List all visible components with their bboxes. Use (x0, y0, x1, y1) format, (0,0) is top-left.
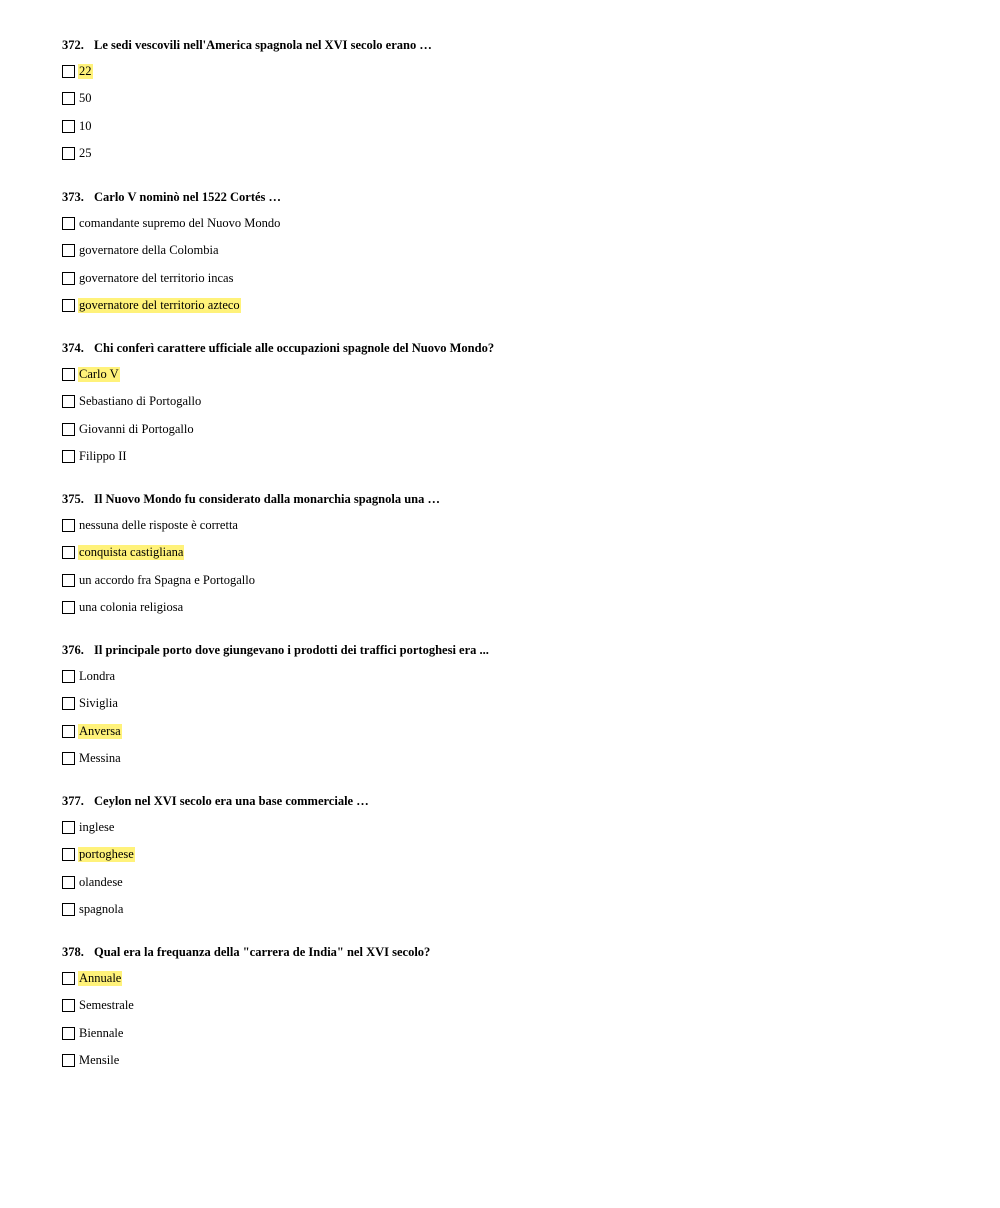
checkbox[interactable] (62, 217, 75, 230)
question-number: 374. (62, 341, 84, 355)
answer-option[interactable] (62, 819, 962, 835)
checkbox[interactable] (62, 147, 75, 160)
question-376 (62, 642, 962, 767)
answer-text-correct: conquista castigliana (79, 545, 184, 560)
answer-text: governatore della Colombia (79, 243, 219, 258)
answer-text: spagnola (79, 902, 124, 917)
question-title (62, 642, 962, 658)
answer-option[interactable] (62, 517, 962, 533)
question-375 (62, 491, 962, 616)
answer-option[interactable] (62, 998, 962, 1014)
question-374 (62, 340, 962, 465)
checkbox[interactable] (62, 821, 75, 834)
answer-text: Biennale (79, 1025, 124, 1040)
question-title (62, 944, 962, 960)
checkbox[interactable] (62, 368, 75, 381)
question-372 (62, 37, 962, 162)
answer-option[interactable] (62, 91, 962, 107)
checkbox[interactable] (62, 725, 75, 738)
answer-text: 10 (79, 118, 92, 133)
question-number: 377. (62, 794, 84, 808)
question-title (62, 793, 962, 809)
answer-text: 50 (79, 91, 92, 106)
answer-option[interactable] (62, 545, 962, 561)
question-text: Il principale porto dove giungevano i prodotti dei traffici portoghesi era ... (94, 643, 489, 657)
answer-text-correct: Annuale (79, 970, 122, 985)
question-text: Il Nuovo Mondo fu considerato dalla monarchia spagnola una … (94, 492, 441, 506)
answer-list (62, 517, 962, 616)
checkbox[interactable] (62, 299, 75, 312)
checkbox[interactable] (62, 697, 75, 710)
answer-text-correct: Carlo V (79, 366, 119, 381)
answer-list (62, 215, 962, 314)
answer-text: nessuna delle risposte è corretta (79, 517, 238, 532)
answer-option[interactable] (62, 970, 962, 986)
checkbox[interactable] (62, 450, 75, 463)
answer-option[interactable] (62, 723, 962, 739)
answer-list (62, 819, 962, 918)
answer-text: comandante supremo del Nuovo Mondo (79, 215, 281, 230)
answer-text: Siviglia (79, 696, 118, 711)
answer-option[interactable] (62, 847, 962, 863)
answer-text: Mensile (79, 1053, 120, 1068)
checkbox[interactable] (62, 272, 75, 285)
checkbox[interactable] (62, 1054, 75, 1067)
answer-option[interactable] (62, 1053, 962, 1069)
answer-text-correct: Anversa (79, 723, 121, 738)
answer-text: una colonia religiosa (79, 600, 184, 615)
checkbox[interactable] (62, 546, 75, 559)
checkbox[interactable] (62, 519, 75, 532)
checkbox[interactable] (62, 972, 75, 985)
question-title (62, 189, 962, 205)
checkbox[interactable] (62, 423, 75, 436)
answer-option[interactable] (62, 572, 962, 588)
answer-option[interactable] (62, 394, 962, 410)
checkbox[interactable] (62, 601, 75, 614)
answer-text-correct: portoghese (79, 847, 134, 862)
checkbox[interactable] (62, 999, 75, 1012)
checkbox[interactable] (62, 395, 75, 408)
answer-text-correct: governatore del territorio azteco (79, 298, 240, 313)
answer-list (62, 366, 962, 465)
answer-text: Semestrale (79, 998, 134, 1013)
question-number: 376. (62, 643, 84, 657)
checkbox[interactable] (62, 65, 75, 78)
checkbox[interactable] (62, 1027, 75, 1040)
answer-option[interactable] (62, 751, 962, 767)
answer-text: Giovanni di Portogallo (79, 421, 194, 436)
checkbox[interactable] (62, 670, 75, 683)
question-title (62, 491, 962, 507)
checkbox[interactable] (62, 574, 75, 587)
question-377 (62, 793, 962, 918)
question-number: 372. (62, 38, 84, 52)
answer-option[interactable] (62, 243, 962, 259)
answer-option[interactable] (62, 366, 962, 382)
question-373 (62, 189, 962, 314)
question-number: 375. (62, 492, 84, 506)
answer-option[interactable] (62, 118, 962, 134)
answer-text: Londra (79, 668, 116, 683)
answer-text: Filippo II (79, 449, 127, 464)
question-text: Carlo V nominò nel 1522 Cortés … (94, 190, 282, 204)
question-text: Chi conferì carattere ufficiale alle occupazioni spagnole del Nuovo Mondo? (94, 341, 495, 355)
question-number: 378. (62, 945, 84, 959)
question-text: Le sedi vescovili nell'America spagnola nel XVI secolo erano … (94, 38, 432, 52)
answer-option[interactable] (62, 146, 962, 162)
answer-text: governatore del territorio incas (79, 270, 234, 285)
question-text: Qual era la frequanza della "carrera de India" nel XVI secolo? (94, 945, 431, 959)
checkbox[interactable] (62, 752, 75, 765)
answer-option[interactable] (62, 668, 962, 684)
answer-option[interactable] (62, 298, 962, 314)
answer-list (62, 970, 962, 1069)
answer-list (62, 668, 962, 767)
checkbox[interactable] (62, 876, 75, 889)
answer-option[interactable] (62, 874, 962, 890)
answer-text: olandese (79, 874, 123, 889)
answer-option[interactable] (62, 600, 962, 616)
answer-text: inglese (79, 819, 115, 834)
answer-text: Messina (79, 751, 121, 766)
checkbox[interactable] (62, 92, 75, 105)
answer-text: un accordo fra Spagna e Portogallo (79, 572, 255, 587)
answer-option[interactable] (62, 215, 962, 231)
answer-option[interactable] (62, 902, 962, 918)
checkbox[interactable] (62, 244, 75, 257)
answer-text: Sebastiano di Portogallo (79, 394, 202, 409)
question-text: Ceylon nel XVI secolo era una base commerciale … (94, 794, 369, 808)
answer-text: 25 (79, 146, 92, 161)
answer-option[interactable] (62, 449, 962, 465)
answer-option[interactable] (62, 1025, 962, 1041)
answer-option[interactable] (62, 696, 962, 712)
checkbox[interactable] (62, 848, 75, 861)
question-title (62, 340, 962, 356)
question-title (62, 37, 962, 53)
checkbox[interactable] (62, 120, 75, 133)
answer-text-correct: 22 (79, 63, 92, 78)
answer-option[interactable] (62, 63, 962, 79)
checkbox[interactable] (62, 903, 75, 916)
answer-list (62, 63, 962, 162)
question-number: 373. (62, 190, 84, 204)
answer-option[interactable] (62, 421, 962, 437)
answer-option[interactable] (62, 270, 962, 286)
question-378 (62, 944, 962, 1069)
